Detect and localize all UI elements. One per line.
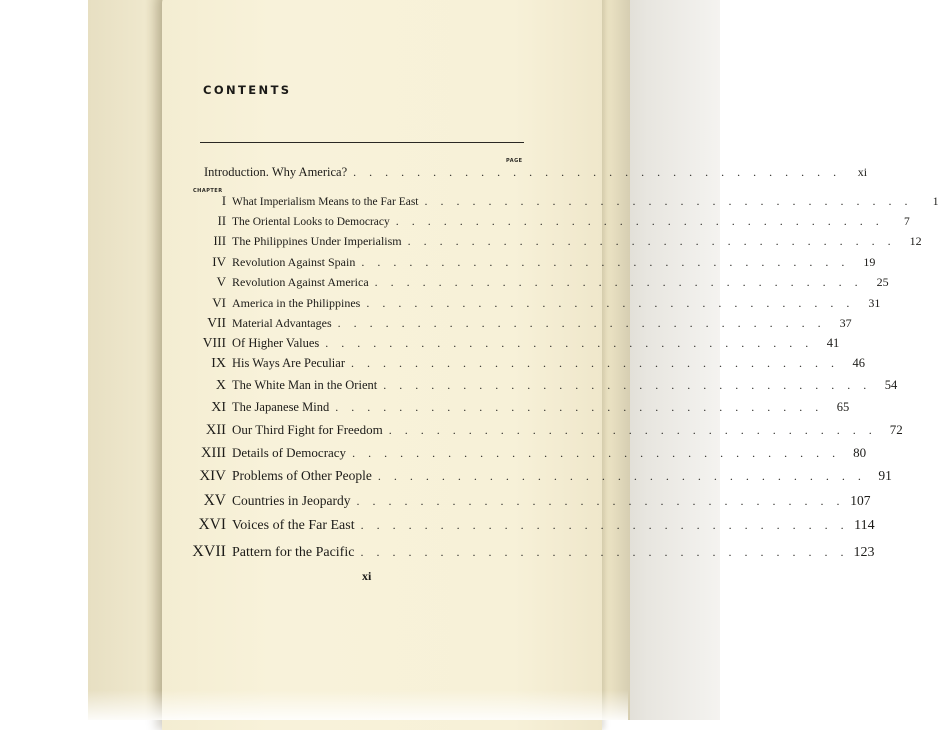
chapter-page: 25: [876, 275, 889, 289]
chapter-number: II: [217, 214, 226, 228]
dot-leader: . . . . . . . . . . . . . . . . . . . . . . . . . . . . . . .: [377, 469, 866, 483]
chapter-page: 107: [850, 493, 871, 508]
chapter-number: IV: [212, 254, 226, 269]
toc-entry-chapter: [180, 543, 875, 563]
toc-entry-introduction: [180, 165, 868, 185]
dot-leader: . . . . . . . . . . . . . . . . . . . . . . . . . . . . . . .: [361, 255, 850, 269]
chapter-page: 80: [853, 445, 867, 460]
chapter-page: 91: [878, 468, 892, 483]
toc-entry-chapter: [180, 400, 850, 420]
toc-entry-chapter: [180, 194, 939, 214]
chapter-page: 31: [868, 296, 881, 310]
chapter-page: 46: [852, 356, 865, 370]
toc-entry-chapter: [180, 378, 898, 398]
dot-leader: . . . . . . . . . . . . . . . . . . . . . . . . . . . . . . .: [407, 234, 896, 248]
chapter-title: Countries in Jeopardy: [232, 493, 351, 508]
chapter-number: X: [215, 378, 226, 393]
toc-entry-chapter: [180, 356, 865, 376]
chapter-number: I: [221, 194, 226, 208]
chapter-number: VIII: [202, 335, 226, 350]
dot-leader: . . . . . . . . . . . . . . . . . . . . . . . . . . . . . . .: [353, 165, 842, 179]
chapter-page: 7: [904, 216, 910, 228]
toc-entry-chapter: [180, 234, 922, 254]
dot-leader: . . . . . . . . . . . . . . . . . . . . . . . . . . . . . . .: [366, 296, 855, 310]
dot-leader: . . . . . . . . . . . . . . . . . . . . . . . . . . . . . . .: [383, 378, 872, 392]
toc-entry-chapter: [180, 492, 871, 512]
chapter-number: XVI: [198, 516, 226, 533]
chapter-number: XIII: [201, 445, 226, 461]
dot-leader: . . . . . . . . . . . . . . . . . . . . . . . . . . . . . . .: [356, 494, 845, 508]
dot-leader: . . . . . . . . . . . . . . . . . . . . . . . . . . . . . . .: [350, 356, 839, 370]
chapter-number: VII: [207, 315, 226, 330]
chapter-page: 12: [909, 234, 922, 248]
chapter-number: XVII: [192, 543, 226, 560]
page-bottom-fade: [88, 690, 628, 720]
chapter-title: The Philippines Under Imperialism: [232, 234, 402, 248]
chapter-number: XI: [211, 400, 226, 415]
chapter-page: 123: [853, 545, 875, 560]
dot-leader: . . . . . . . . . . . . . . . . . . . . . . . . . . . . . . .: [374, 275, 863, 289]
chapter-title: Revolution Against Spain: [232, 255, 356, 269]
chapter-page: 19: [863, 255, 876, 269]
toc-entry-chapter: [180, 214, 910, 234]
chapter-number: XV: [203, 492, 226, 509]
chapter-number: III: [213, 234, 226, 248]
chapter-title: Pattern for the Pacific: [232, 545, 355, 560]
chapter-page: 72: [889, 422, 903, 437]
chapter-page: 1: [932, 196, 939, 208]
toc-entry-chapter: [180, 516, 875, 536]
page-folio: xi: [362, 569, 372, 583]
page-column-label: PAGE: [506, 158, 523, 164]
contents-heading: CONTENTS: [203, 83, 292, 97]
chapter-title: Details of Democracy: [232, 445, 347, 460]
chapter-title: His Ways Are Peculiar: [232, 356, 345, 370]
chapter-title: The Japanese Mind: [232, 400, 330, 414]
chapter-title: Material Advantages: [232, 316, 332, 330]
toc-entry-chapter: [180, 315, 852, 335]
toc-entry-chapter: [180, 295, 881, 315]
dot-leader: . . . . . . . . . . . . . . . . . . . . . . . . . . . . . . .: [395, 214, 884, 228]
chapter-title: America in the Philippines: [232, 296, 361, 310]
chapter-page: 41: [826, 336, 840, 350]
chapter-number: XII: [205, 422, 226, 438]
dot-leader: . . . . . . . . . . . . . . . . . . . . . . . . . . . . . . .: [335, 400, 824, 414]
heading-rule: [200, 142, 524, 143]
dot-leader: . . . . . . . . . . . . . . . . . . . . . . . . . . . . . . .: [388, 423, 877, 437]
dot-leader: . . . . . . . . . . . . . . . . . . . . . . . . . . . . . . .: [325, 336, 814, 350]
chapter-column-label: CHAPTER: [193, 188, 223, 194]
chapter-title: Our Third Fight for Freedom: [232, 422, 383, 437]
toc-entry-chapter: [180, 335, 840, 355]
dot-leader: . . . . . . . . . . . . . . . . . . . . . . . . . . . . . . .: [360, 518, 849, 532]
chapter-title: Voices of the Far East: [232, 518, 355, 533]
chapter-title: The Oriental Looks to Democracy: [232, 216, 390, 228]
entry-page: xi: [857, 165, 868, 179]
dot-leader: . . . . . . . . . . . . . . . . . . . . . . . . . . . . . . .: [352, 446, 841, 460]
dot-leader: . . . . . . . . . . . . . . . . . . . . . . . . . . . . . . .: [424, 194, 913, 208]
chapter-title: The White Man in the Orient: [232, 378, 378, 392]
chapter-page: 37: [839, 316, 852, 330]
chapter-title: What Imperialism Means to the Far East: [232, 196, 419, 208]
chapter-number: IX: [211, 356, 226, 371]
toc-entry-chapter: [180, 254, 876, 274]
toc-entry-chapter: [180, 274, 889, 294]
chapter-number: V: [216, 274, 226, 289]
toc-entry-chapter: [180, 468, 892, 488]
chapter-page: 114: [854, 518, 875, 533]
entry-title: Introduction. Why America?: [204, 165, 348, 179]
toc-entry-chapter: [180, 422, 903, 442]
chapter-title: Revolution Against America: [232, 275, 369, 289]
chapter-page: 54: [884, 378, 898, 392]
chapter-title: Of Higher Values: [232, 336, 320, 350]
dot-leader: . . . . . . . . . . . . . . . . . . . . . . . . . . . . . . .: [360, 545, 849, 559]
chapter-number: XIV: [199, 468, 226, 484]
toc-entry-chapter: [180, 445, 867, 465]
chapter-title: Problems of Other People: [232, 468, 372, 483]
chapter-page: 65: [836, 400, 850, 414]
chapter-number: VI: [212, 295, 226, 310]
dot-leader: . . . . . . . . . . . . . . . . . . . . . . . . . . . . . . .: [337, 316, 826, 330]
